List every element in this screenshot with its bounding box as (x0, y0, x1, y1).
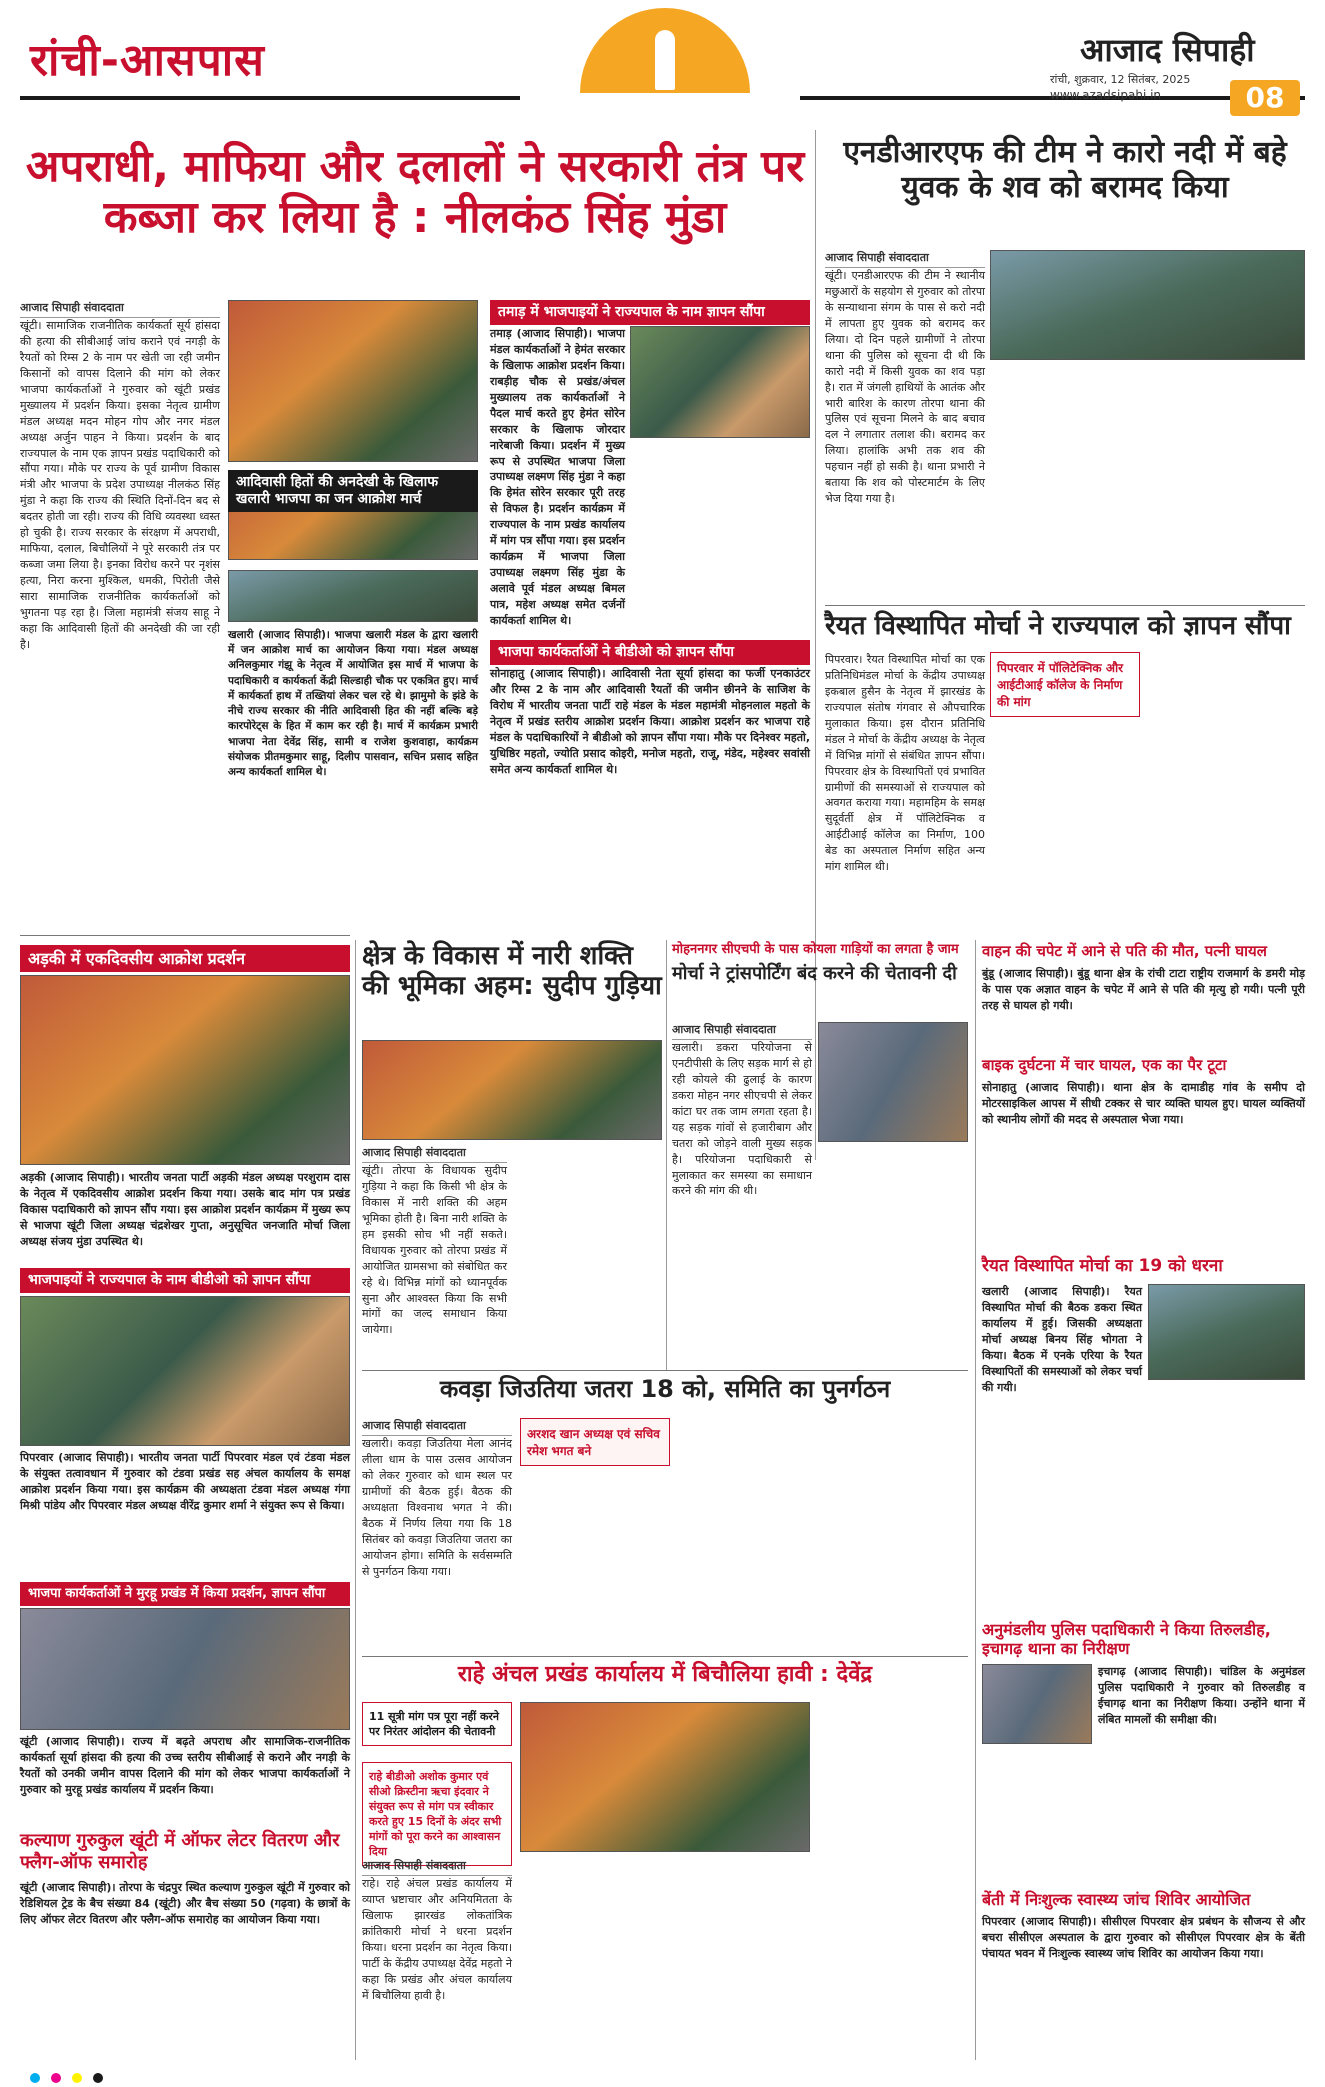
bdo-memo-title: भाजपा कार्यकर्ताओं ने बीडीओ को ज्ञापन सौंपा (490, 640, 810, 665)
women-protest-photo (20, 975, 350, 1165)
rahe-body: राहे। राहे अंचल प्रखंड कार्यालय में व्याप्त भ्रष्टाचार और अनियमितता के खिलाफ झारखंड लोकतांत्रिक क्रांतिकारी मोर्चा ने धरना प्रदर्शन किया। धरना प्रदर्शन का नेतृत्व किया। पार्टी के केंद्रीय उपाध्यक्ष देवेंद्र महतो ने कहा कि प्रखंड और अंचल कार्यालय में बिचौलिया हावी है। (362, 1877, 512, 2002)
accident1-title: वाहन की चपेट में आने से पति की मौत, पत्नी घायल (982, 942, 1267, 960)
mohan-byline: आजाद सिपाही संवाददाता (672, 1022, 812, 1040)
murhu-body: खूंटी (आजाद सिपाही)। राज्य में बढ़ते अपराध और सामाजिक-राजनीतिक कार्यकर्ता सूर्या हांसदा की हत्या की उच्च स्तरीय सीबीआई से कराने और नगड़ी के रैयतों को उनकी जमीन वापस दिलाने की मांग को लेकर भाजपा कार्यकर्ताओं ने गुरुवार को मुरहू प्रखंड कार्यालय में प्रदर्शन किया। (20, 1735, 350, 1796)
bdo-memo2-body: पिपरवार (आजाद सिपाही)। भारतीय जनता पार्टी पिपरवार मंडल एवं टंडवा मंडल के संयुक्त तत्वावधान में गुरुवार को टंडवा प्रखंड सह अंचल कार्यालय के समक्ष आक्रोश प्रदर्शन किया गया। इस कार्यक्रम की अध्यक्षता टंडवा मंडल अध्यक्ष गंगा मिश्री पांडेय और पिपरवार मंडल अध्यक्ष वीरेंद्र कुमार शर्मा ने संयुक्त रूप से किया। (20, 1451, 350, 1512)
cyan-dot-icon (30, 2073, 40, 2083)
kalyan-body: खूंटी (आजाद सिपाही)। तोरपा के चंद्रपुर स्थित कल्याण गुरुकुल खूंटी में गुरुवार को रेडिशियल ट्रेड के बैच संख्या 84 (खूंटी) और बैच संख्या 50 (गढ़वा) के छात्रों के लिए ऑफर लेटर वितरण और फ्लैग-ऑफ समारोह का आयोजन किया गया। (20, 1881, 350, 1926)
lead-box-title: आदिवासी हितों की अनदेखी के खिलाफ खलारी भाजपा का जन आक्रोश मार्च (228, 470, 478, 512)
divider (20, 935, 350, 936)
ndrf-body-cont (990, 368, 1305, 598)
column-divider (666, 940, 667, 1370)
kawda-body-cont (520, 1480, 670, 1650)
yellow-dot-icon (72, 2073, 82, 2083)
governor-memo-body: तमाड़ (आजाद सिपाही)। भाजपा मंडल कार्यकर्ताओं ने हेमंत सरकार के खिलाफ आक्रोश प्रदर्शन किया। राबड़ीह चौक से प्रखंड/अंचल मुख्यालय तक कार्यकर्ताओं ने पैदल मार्च करते हुए हेमंत सोरेन सरकार के खिलाफ जोरदार नारेबाजी किया। प्रदर्शन में मुख्य रूप से उपस्थित भाजपा जिला उपाध्यक्ष लक्ष्मण सिंह मुंडा ने कहा कि हेमंत सोरेन सरकार पूरी तरह से विफल है। प्रदर्शन कार्यक्रम में राज्यपाल के नाम प्रखंड कार्यालय में मांग पत्र सौंपा गया। इस प्रदर्शन कार्यक्रम में भाजपा जिला उपाध्यक्ष लक्ष्मण सिंह मुंडा के अलावे पूर्व मंडल अध्यक्ष बिमल पात्र, महेश अध्यक्ष समेत दर्जनों कार्यकर्ता शामिल थे। (490, 327, 625, 627)
column-divider (975, 940, 976, 2060)
sudeep-headline: क्षेत्र के विकास में नारी शक्ति की भूमिका अहम: सुदीप गुड़िया (362, 941, 662, 1001)
lead-headline: अपराधी, माफिया और दलालों ने सरकारी तंत्र पर कब्जा कर लिया है : नीलकंठ सिंह मुंडा (25, 141, 805, 243)
raiyat-box: पिपरवार में पॉलिटेक्निक और आईटीआई कॉलेज के निर्माण की मांग (990, 652, 1140, 717)
ndrf-body: खूंटी। एनडीआरएफ की टीम ने स्थानीय मछुआरों के सहयोग से गुरुवार को तोरपा के सन्याथाना संगम के पास से करो नदी में लापता हुए युवक को बरामद कर लिया। दो दिन पहले ग्रामीणों ने तोरपा थाना की पुलिस को सूचना दी थी कि कारो नदी में किसी युवक का शव पड़ा है। रात में जंगली हाथियों के आतंक और भारी बारिश के कारण तोरपा थाना की पुलिस एवं सूचना मिलने के बाद बचाव दल ने लगातार तलाश की। बरामद कर लिया। हालांकि अभी तक शव की पहचान नहीं हो सकी है। थाना प्रभारी ने बताया कि शव को पोस्टमार्टम के लिए भेज दिया गया है। (825, 269, 985, 506)
lead-body: खूंटी। सामाजिक राजनीतिक कार्यकर्ता सूर्य हांसदा की हत्या की सीबीआई जांच कराने एवं नगड़ी के रैयतों को रिम्स 2 के नाम पर खेती जा रही जमीन किसानों को वापस दिलाने की मांग को लेकर भाजपा कार्यकर्ताओं ने गुरुवार को खूंटी प्रखंड मुख्यालय में प्रदर्शन किया। इसका नेतृत्व ग्रामीण मंडल अध्यक्ष मदन मोहन गोप और नगर मंडल अध्यक्ष अर्जुन पाहन ने किया। प्रदर्शन के बाद राज्यपाल के नाम एक ज्ञापन प्रखंड पदाधिकारी को सौंपा गया। मौके पर राज्य के पूर्व ग्रामीण विकास मंत्री और भाजपा के प्रदेश उपाध्यक्ष नीलकंठ सिंह मुंडा ने कहा कि राज्य की स्थिति दिनों-दिन बद से बदतर होती जा रही। राज्य की विधि व्यवस्था ध्वस्त हो चुकी है। राज्य सरकार के संरक्षण में अपराधी, माफिया, दलाल, बिचौलियों ने पूरे सरकारी तंत्र पर कब्जा जमा लिया है। इनका विरोध करने पर नृशंस हत्या, निरा करना मुश्किल, धमकी, पिरोती जैसे सारा सामाजिक राजनीतिक कार्यकर्ताओं को भुगतना पड़ रहा है। जिला महामंत्री संजय साहू ने कहा कि आदिवासी हितों की अनदेखी की जा रही है। (20, 319, 220, 651)
ndrf-photo (990, 250, 1305, 360)
dharna19-photo (1148, 1284, 1305, 1380)
governor-memo-photo (630, 326, 810, 438)
column-divider (815, 130, 816, 1160)
accident1-body: बुंडू (आजाद सिपाही)। बुंडू थाना क्षेत्र के रांची टाटा राष्ट्रीय राजमार्ग के डमरी मोड़ के पास एक अज्ञात वाहन के चपेट में आने से पति की मृत्यु हो गयी। पत्नी पूरी तरह से घायल हो गयी। (982, 967, 1305, 1012)
lead-box-photo (228, 570, 478, 622)
divider (362, 1370, 968, 1371)
masthead-rule (20, 96, 520, 100)
mohan-body: खलारी। डकरा परियोजना से एनटीपीसी के लिए सड़क मार्ग से हो रही कोयले की ढुलाई के कारण डकरा मोहन नगर सीएचपी से लेकर कांटा घर तक जाम लगता रहता है। यह सड़क गांवों से हजारीबाग और चतरा को जोड़ने वाली मुख्य सड़क है। परियोजना पदाधिकारी से मुलाकात कर समस्या का समाधान करने की मांग की थी। (672, 1041, 812, 1198)
sudeep-body: खूंटी। तोरपा के विधायक सुदीप गुड़िया ने कहा कि किसी भी क्षेत्र के विकास में नारी शक्ति की अहम भूमिका होती है। बिना नारी शक्ति के हम इसकी सोच भी नहीं सकते। विधायक गुरुवार को तोरपा प्रखंड में आयोजित ग्रामसभा को संबोधित कर रहे थे। विभिन्न मांगों को ध्यानपूर्वक सुना और आश्वस्त किया कि सभी मांगों का जल्द समाधान किया जायेगा। (362, 1164, 507, 1337)
pen-nib-icon (655, 30, 675, 90)
kalyan-title: कल्याण गुरुकुल खूंटी में ऑफर लेटर वितरण और फ्लैग-ऑफ समारोह (20, 1830, 340, 1873)
bdo-memo-body: सोनाहातु (आजाद सिपाही)। आदिवासी नेता सूर्या हांसदा का फर्जी एनकाउंटर और रिम्स 2 के नाम और आदिवासी रैयतों की जमीन छीनने के साजिश के विरोध में भारतीय जनता पार्टी राहे मंडल के मंडल महामंत्री मोहनलाल महतो के नेतृत्व में प्रखंड स्तरीय आक्रोश प्रदर्शन किया। आक्रोश प्रदर्शन कर भाजपा राहे मंडल के पदाधिकारियों ने बीडीओ को ज्ञापन सौंपा गया। मौके पर दिनेश्वर महतो, युधिष्ठिर महतो, ज्योति प्रसाद कोइरी, मनोज महतो, राजू, मंडेद, महेश्वर सवांसी समेत अन्य कार्यकर्ता शामिल थे। (490, 667, 810, 776)
governor-memo-title: तमाड़ में भाजपाइयों ने राज्यपाल के नाम ज्ञापन सौंपा (490, 300, 810, 325)
sdpo-title: अनुमंडलीय पुलिस पदाधिकारी ने किया तिरुलडीह, इचागढ़ थाना का निरीक्षण (982, 1620, 1271, 1659)
rahe-body-cont2 (818, 1702, 968, 2061)
kawda-body-cont2 (678, 1418, 818, 1650)
women-protest-body: अड़की (आजाद सिपाही)। भारतीय जनता पार्टी अड़की मंडल अध्यक्ष परशुराम दास के नेतृत्व में एकदिवसीय आक्रोश प्रदर्शन किया गया। उसके बाद मांग पत्र प्रखंड विकास पदाधिकारी को ज्ञापन सौंप गया। इस आक्रोश प्रदर्शन कार्यक्रम में मुख्य रूप से भाजपा खूंटी जिला अध्यक्ष चंद्रशेखर गुप्ता, अनुसूचित जनजाति मोर्चा जिला अध्यक्ष संजय मुंडा उपस्थित थे। (20, 1171, 350, 1248)
mohan-kicker: मोहननगर सीएचपी के पास कोयला गाड़ियों का लगता है जाम (672, 942, 959, 957)
lead-box-body: खलारी (आजाद सिपाही)। भाजपा खलारी मंडल के द्वारा खलारी में जन आक्रोश मार्च का आयोजन किया गया। मंडल अध्यक्ष अनिलकुमार गंझू के नेतृत्व में आयोजित इस मार्च में भाजपा के पदाधिकारी व कार्यकर्ता केंद्री सिल्डाही चौक पर एकत्रित हुए। मार्च में कार्यकर्ता हाथ में तख्तियां लेकर चल रहे थे। झामुमो के झंडे के नीचे राज्य सरकार की नीति आदिवासी हित की नहीं बल्कि बड़े कारपोरेट्स के हित में काम कर रही है। मार्च में कार्यक्रम प्रभारी भाजपा नेता देवेंद्र सिंह, सामी व राजेश कुशवाहा, कार्यक्रम संयोजक प्रीतमकुमार साहू, दिलीप पासवान, सचिन प्रसाद सहित अन्य कार्यकर्ता शामिल थे। (228, 629, 478, 778)
masthead (0, 0, 1325, 120)
sudeep-body-cont (512, 1145, 662, 1363)
rahe-headline: राहे अंचल प्रखंड कार्यालय में बिचौलिया हावी : देवेंद्र (457, 1662, 873, 1687)
sudeep-byline: आजाद सिपाही संवाददाता (362, 1145, 507, 1163)
rahe-box-2: राहे बीडीओ अशोक कुमार एवं सीओ क्रिस्टीना ऋचा इंदवार ने संयुक्त रूप से मांग पत्र स्वीकार करते हुए 15 दिनों के अंदर सभी मांगों को पूरा करने का आश्वासन दिया (362, 1762, 512, 1866)
issue-date: रांची, शुक्रवार, 12 सितंबर, 2025 (1050, 73, 1191, 86)
ndrf-byline: आजाद सिपाही संवाददाता (825, 250, 985, 268)
sudeep-photo (362, 1040, 662, 1140)
dharna19-title: रैयत विस्थापित मोर्चा का 19 को धरना (982, 1256, 1223, 1276)
mohan-body-cont (818, 1146, 968, 1360)
murhu-photo (20, 1608, 350, 1730)
rahe-photo (520, 1702, 810, 1852)
paper-name: आजाद सिपाही (1080, 31, 1255, 69)
accident2-title: बाइक दुर्घटना में चार घायल, एक का पैर टूटा (982, 1056, 1227, 1074)
health-title: बेंती में निःशुल्क स्वास्थ्य जांच शिविर आयोजित (982, 1890, 1251, 1909)
ndrf-headline: एनडीआरएफ की टीम ने कारो नदी में बहे युवक के शव को बरामद किया (843, 135, 1287, 205)
page-number: 08 (1230, 80, 1300, 116)
dharna19-body-cont (982, 1384, 1305, 1614)
bdo-memo2-title: भाजपाइयों ने राज्यपाल के नाम बीडीओ को ज्ञापन सौंपा (20, 1268, 350, 1293)
rahe-box-1: 11 सूत्री मांग पत्र पूरा नहीं करने पर निरंतर आंदोलन की चेतावनी (362, 1702, 512, 1746)
mohan-headline: मोर्चा ने ट्रांसपोर्टिंग बंद करने की चेतावनी दी (672, 963, 957, 984)
raiyat-body-cont (1148, 652, 1305, 948)
section-title: रांची-आसपास (30, 35, 265, 86)
kawda-body-cont3 (825, 1418, 968, 1650)
raiyat-headline: रैयत विस्थापित मोर्चा ने राज्यपाल को ज्ञापन सौंपा (825, 611, 1291, 641)
kawda-box: अरशद खान अध्यक्ष एवं सचिव रमेश भगत बने (520, 1418, 670, 1466)
mohan-photo (818, 1022, 968, 1142)
accident2-body: सोनाहातु (आजाद सिपाही)। थाना क्षेत्र के दामाडीह गांव के समीप दो मोटरसाइकिल आपस में सीधी टक्कर से चार व्यक्ति घायल हुए। घायल व्यक्तियों को स्थानीय लोगों की मदद से अस्पताल भेजा गया। (982, 1081, 1305, 1126)
women-protest-title: अड़की में एकदिवसीय आक्रोश प्रदर्शन (20, 945, 350, 972)
health-body: पिपरवार (आजाद सिपाही)। सीसीएल पिपरवार क्षेत्र प्रबंधन के सौजन्य से और बचरा सीसीएल अस्पताल के द्वारा गुरुवार को सीसीएल पिपरवार क्षेत्र के बेंती पंचायत भवन में निःशुल्क स्वास्थ्य जांच शिविर का आयोजन किया गया। (982, 1915, 1305, 1960)
sdpo-body: इचागढ़ (आजाद सिपाही)। चांडिल के अनुमंडल पुलिस पदाधिकारी ने गुरुवार को तिरुलडीह व ईचागढ़ थाना का निरीक्षण किया। उन्होंने थाना में लंबित मामलों की समीक्षा की। (1098, 1665, 1305, 1726)
black-dot-icon (93, 2073, 103, 2083)
lead-byline: आजाद सिपाही संवाददाता (20, 300, 220, 318)
sdpo-photo (982, 1664, 1092, 1744)
website-link[interactable]: www.azadsipahi.in (1050, 88, 1162, 102)
lead-photo (228, 300, 478, 462)
column-divider (355, 940, 356, 2060)
rahe-body-cont (520, 1858, 810, 2061)
kawda-headline: कवड़ा जिउतिया जतरा 18 को, समिति का पुनर्गठन (439, 1375, 891, 1403)
magenta-dot-icon (51, 2073, 61, 2083)
raiyat-body: पिपरवार। रैयत विस्थापित मोर्चा का एक प्रतिनिधिमंडल मोर्चा के केंद्रीय उपाध्यक्ष इकबाल हुसैन के नेतृत्व में झारखंड के राज्यपाल संतोष गंगवार से औपचारिक मुलाकात किया। इस दौरान प्रतिनिधि मंडल ने मोर्चा के केंद्रीय अध्यक्ष के नेतृत्व में विभिन्न मांगों से संबंधित ज्ञापन सौंपा। पिपरवार क्षेत्र के विस्थापितों एवं प्रभावित ग्रामीणों की समस्याओं से राज्यपाल को अवगत कराया गया। महामहिम के समक्ष सुदूर्वर्ती क्षेत्र में पॉलिटेक्निक व आईटीआई कॉलेज का निर्माण, 100 बेड का अस्पताल निर्माण सहित अन्य मांग शामिल थी। (825, 653, 985, 874)
kawda-byline: आजाद सिपाही संवाददाता (362, 1418, 512, 1436)
print-registration-marks (30, 2068, 1295, 2078)
divider (825, 605, 1305, 606)
rahe-byline: आजाद सिपाही संवाददाता (362, 1858, 512, 1876)
kawda-body: खलारी। कवड़ा जिउतिया मेला आनंद लीला धाम के पास उत्सव आयोजन को लेकर गुरुवार को धाम स्थल पर ग्रामीणों की बैठक हुई। बैठक की अध्यक्षता विश्वनाथ भगत ने की। बैठक में निर्णय लिया गया कि 18 सितंबर को कवड़ा जिउतिया जतरा का आयोजन होगा। समिति के सर्वसम्मति से पुनर्गठन किया गया। (362, 1437, 512, 1578)
dharna19-body: खलारी (आजाद सिपाही)। रैयत विस्थापित मोर्चा की बैठक डकरा स्थित कार्यालय में हुई। जिसकी अध्यक्षता मोर्चा अध्यक्ष बिनय सिंह भोगता ने किया। बैठक में एनके एरिया के रैयत विस्थापितों की समस्याओं को लेकर चर्चा की गयी। (982, 1285, 1142, 1394)
divider (362, 1656, 968, 1657)
murhu-title: भाजपा कार्यकर्ताओं ने मुरहू प्रखंड में किया प्रदर्शन, ज्ञापन सौंपा (20, 1582, 350, 1606)
bdo-memo2-photo (20, 1296, 350, 1446)
